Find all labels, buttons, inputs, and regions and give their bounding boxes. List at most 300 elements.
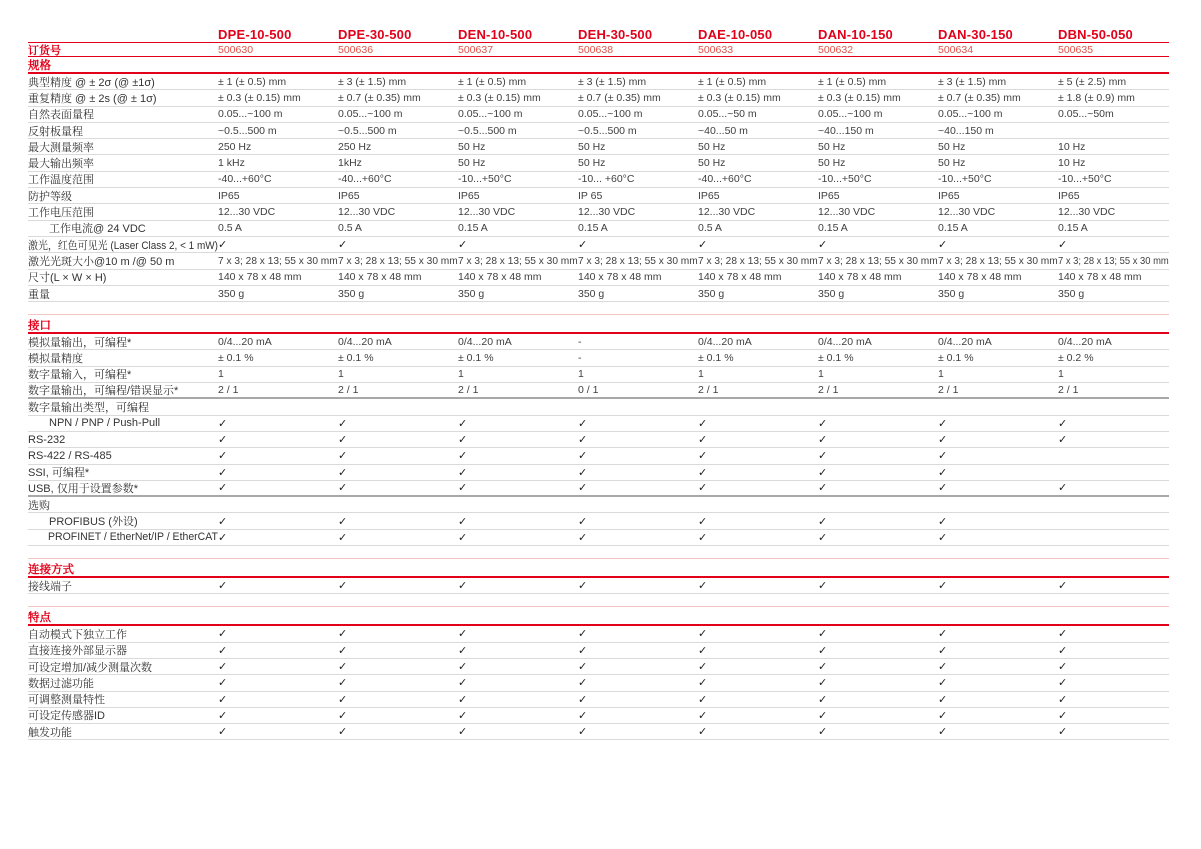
- check-icon: ✓: [458, 661, 468, 674]
- check-icon: ✓: [458, 628, 468, 641]
- spec-cell: [578, 676, 698, 689]
- spec-cell: [818, 466, 938, 479]
- check-icon: ✓: [578, 661, 588, 674]
- section-title-label: 特点: [28, 611, 51, 624]
- spec-cell: 350 g: [938, 287, 965, 300]
- spec-cell: [938, 660, 1058, 673]
- spec-cell: 250 Hz: [218, 140, 252, 153]
- check-icon: ✓: [458, 239, 468, 252]
- spec-cell: [578, 627, 698, 640]
- check-icon: ✓: [698, 693, 708, 706]
- spec-cell: [338, 693, 458, 706]
- check-icon: ✓: [818, 466, 828, 479]
- spec-cell: [458, 644, 578, 657]
- section-gap: [28, 546, 1169, 559]
- spec-cell: [1058, 725, 1169, 738]
- spec-cell: -10...+50°C: [818, 173, 872, 186]
- row-label: 自然表面量程: [28, 109, 94, 122]
- check-icon: ✓: [818, 677, 828, 690]
- spec-cell: 140 x 78 x 48 mm: [218, 271, 302, 284]
- spec-cell: [938, 531, 1058, 544]
- check-icon: ✓: [578, 677, 588, 690]
- spec-cell: ± 0.1 %: [338, 352, 374, 365]
- spec-cell: 0.15 A: [458, 222, 488, 235]
- check-icon: ✓: [218, 709, 228, 722]
- spec-cell: 0/4...20 mA: [338, 335, 392, 348]
- spec-cell: [818, 515, 938, 528]
- check-icon: ✓: [698, 482, 708, 495]
- spec-cell: ± 0.1 %: [938, 352, 974, 365]
- spec-cell: [338, 531, 458, 544]
- spec-cell: [1058, 676, 1169, 689]
- spec-cell: ~0.5...500 m: [338, 124, 397, 137]
- spec-cell: [1058, 238, 1169, 251]
- check-icon: ✓: [338, 580, 348, 593]
- spec-cell: [818, 644, 938, 657]
- spec-cell: [698, 644, 818, 657]
- check-icon: ✓: [818, 726, 828, 739]
- spec-cell: 50 Hz: [458, 157, 486, 170]
- check-icon: ✓: [1058, 628, 1068, 641]
- spec-cell: 350 g: [1058, 287, 1085, 300]
- check-icon: ✓: [818, 515, 828, 528]
- spec-cell: [578, 709, 698, 722]
- spec-cell: 0.05...~100 m: [458, 108, 523, 121]
- spec-cell: [818, 627, 938, 640]
- check-icon: ✓: [698, 677, 708, 690]
- spec-cell: 0.15 A: [1058, 222, 1088, 235]
- spec-cell: [338, 466, 458, 479]
- spec-cell: [818, 417, 938, 430]
- check-icon: ✓: [818, 693, 828, 706]
- spec-cell: [1058, 693, 1169, 706]
- spec-cell: -: [578, 352, 582, 365]
- row-label: 激光，红色可见光 (Laser Class 2, < 1 mW): [28, 239, 218, 252]
- check-icon: ✓: [698, 726, 708, 739]
- spec-cell: 1: [578, 368, 584, 381]
- check-icon: ✓: [818, 531, 828, 544]
- spec-cell: [458, 627, 578, 640]
- check-icon: ✓: [938, 709, 948, 722]
- check-icon: ✓: [458, 466, 468, 479]
- check-icon: ✓: [218, 434, 228, 447]
- spec-cell: 0.05...~100 m: [338, 108, 403, 121]
- check-icon: ✓: [938, 677, 948, 690]
- spec-cell: 12...30 VDC: [458, 206, 516, 219]
- spec-cell: [938, 725, 1058, 738]
- spec-cell: 350 g: [578, 287, 605, 300]
- spec-cell: 1: [698, 368, 704, 381]
- row-label: 模拟量输出，可编程*: [28, 336, 132, 349]
- row-label: 典型精度 @ ± 2σ (@ ±1σ): [28, 76, 155, 89]
- check-icon: ✓: [938, 515, 948, 528]
- section-title-label: 接口: [28, 319, 51, 332]
- spec-cell: ± 0.1 %: [458, 352, 494, 365]
- row-label: NPN / PNP / Push-Pull: [49, 417, 161, 430]
- spec-cell: 2 / 1: [1058, 384, 1079, 397]
- spec-row: [28, 367, 1169, 383]
- spec-cell: ± 0.3 (± 0.15) mm: [458, 91, 541, 104]
- check-icon: ✓: [818, 482, 828, 495]
- check-icon: ✓: [218, 239, 228, 252]
- spec-cell: [338, 238, 458, 251]
- check-icon: ✓: [218, 693, 228, 706]
- row-label: 数据过滤功能: [28, 677, 94, 690]
- spec-cell: 0/4...20 mA: [1058, 335, 1112, 348]
- spec-row: [28, 578, 1169, 594]
- check-icon: ✓: [338, 434, 348, 447]
- check-icon: ✓: [458, 417, 468, 430]
- product-name: DAE-10-050: [698, 26, 773, 42]
- spec-cell: [578, 449, 698, 462]
- spec-cell: 7 x 3; 28 x 13; 55 x 30 mm: [218, 254, 338, 267]
- check-icon: ✓: [698, 628, 708, 641]
- spec-cell: 140 x 78 x 48 mm: [1058, 271, 1142, 284]
- section-title-interface: [28, 317, 1169, 334]
- row-label: PROFINET / EtherNet/IP / EtherCAT: [48, 531, 218, 544]
- spec-cell: 7 x 3; 28 x 13; 55 x 30 mm: [338, 254, 458, 267]
- spec-cell: [458, 466, 578, 479]
- row-label: 反射板量程: [28, 125, 83, 138]
- spec-cell: -10... +60°C: [578, 173, 635, 186]
- row-label: SSI, 可编程*: [28, 467, 90, 480]
- spec-cell: 350 g: [698, 287, 725, 300]
- spec-cell: IP65: [818, 189, 840, 202]
- spec-cell: [458, 579, 578, 592]
- check-icon: ✓: [218, 482, 228, 495]
- check-icon: ✓: [458, 726, 468, 739]
- spec-row: [28, 497, 1169, 513]
- spec-row: [28, 350, 1169, 366]
- spec-cell: [458, 676, 578, 689]
- check-icon: ✓: [578, 693, 588, 706]
- spec-cell: [338, 725, 458, 738]
- spec-cell: 7 x 3; 28 x 13; 55 x 30 mm: [1058, 254, 1169, 267]
- spec-row: [28, 139, 1169, 155]
- spec-row: [28, 659, 1169, 675]
- check-icon: ✓: [938, 239, 948, 252]
- spec-cell: IP65: [1058, 189, 1080, 202]
- spec-cell: 12...30 VDC: [698, 206, 756, 219]
- spec-cell: 1kHz: [338, 157, 362, 170]
- spec-cell: 1: [218, 368, 224, 381]
- spec-cell: 0.5 A: [218, 222, 242, 235]
- row-label: 数字量输入，可编程*: [28, 369, 132, 382]
- order-number: 500632: [818, 43, 854, 56]
- order-number: 500630: [218, 43, 254, 56]
- check-icon: ✓: [218, 450, 228, 463]
- spec-cell: [938, 449, 1058, 462]
- spec-cell: 2 / 1: [218, 384, 239, 397]
- product-header-row: [28, 26, 1169, 43]
- spec-cell: [818, 676, 938, 689]
- spec-cell: 1: [938, 368, 944, 381]
- row-label: 可调整测量特性: [28, 694, 105, 707]
- spec-cell: [938, 627, 1058, 640]
- spec-cell: [218, 238, 338, 251]
- check-icon: ✓: [338, 661, 348, 674]
- check-icon: ✓: [938, 417, 948, 430]
- spec-cell: 2 / 1: [338, 384, 359, 397]
- spec-cell: [818, 433, 938, 446]
- spec-cell: 1: [1058, 368, 1064, 381]
- check-icon: ✓: [698, 531, 708, 544]
- spec-row: [28, 334, 1169, 350]
- spec-cell: ± 1 (± 0.5) mm: [698, 75, 767, 88]
- section-gap: [28, 594, 1169, 607]
- spec-cell: [338, 660, 458, 673]
- spec-cell: [938, 676, 1058, 689]
- spec-cell: [458, 417, 578, 430]
- spec-cell: [818, 238, 938, 251]
- check-icon: ✓: [938, 726, 948, 739]
- spec-row: [28, 448, 1169, 464]
- check-icon: ✓: [338, 726, 348, 739]
- spec-cell: [818, 449, 938, 462]
- check-icon: ✓: [698, 417, 708, 430]
- spec-cell: [338, 644, 458, 657]
- spec-cell: 1 kHz: [218, 157, 245, 170]
- spec-cell: [938, 481, 1058, 494]
- spec-cell: ± 1 (± 0.5) mm: [458, 75, 527, 88]
- spec-cell: IP65: [458, 189, 480, 202]
- spec-cell: 0.15 A: [578, 222, 608, 235]
- spec-row: [28, 708, 1169, 724]
- spec-cell: [698, 579, 818, 592]
- spec-row: [28, 155, 1169, 171]
- spec-cell: [698, 531, 818, 544]
- spec-cell: [938, 417, 1058, 430]
- spec-cell: ± 0.3 (± 0.15) mm: [218, 91, 301, 104]
- check-icon: ✓: [458, 709, 468, 722]
- spec-cell: [1058, 417, 1169, 430]
- spec-cell: [938, 238, 1058, 251]
- spec-cell: [578, 644, 698, 657]
- spec-cell: [938, 579, 1058, 592]
- check-icon: ✓: [578, 450, 588, 463]
- order-number: 500637: [458, 43, 494, 56]
- spec-cell: 50 Hz: [698, 157, 726, 170]
- spec-cell: 140 x 78 x 48 mm: [698, 271, 782, 284]
- spec-cell: 350 g: [338, 287, 365, 300]
- check-icon: ✓: [458, 677, 468, 690]
- check-icon: ✓: [218, 466, 228, 479]
- check-icon: ✓: [1058, 417, 1068, 430]
- spec-cell: [218, 676, 338, 689]
- check-icon: ✓: [698, 661, 708, 674]
- check-icon: ✓: [1058, 709, 1068, 722]
- check-icon: ✓: [218, 644, 228, 657]
- check-icon: ✓: [938, 482, 948, 495]
- spec-cell: 12...30 VDC: [338, 206, 396, 219]
- check-icon: ✓: [938, 693, 948, 706]
- spec-cell: ± 3 (± 1.5) mm: [938, 75, 1007, 88]
- spec-cell: [218, 433, 338, 446]
- spec-cell: [698, 627, 818, 640]
- check-icon: ✓: [818, 417, 828, 430]
- check-icon: ✓: [818, 434, 828, 447]
- spec-cell: 7 x 3; 28 x 13; 55 x 30 mm: [698, 254, 818, 267]
- spec-cell: [218, 660, 338, 673]
- spec-cell: [338, 676, 458, 689]
- spec-row: [28, 172, 1169, 188]
- row-label: 数字量输出类型，可编程: [28, 402, 149, 414]
- spec-cell: -10...+50°C: [938, 173, 992, 186]
- spec-cell: [578, 531, 698, 544]
- row-label: 最大输出频率: [28, 158, 94, 171]
- check-icon: ✓: [338, 644, 348, 657]
- spec-cell: 0.15 A: [938, 222, 968, 235]
- spec-cell: -: [578, 335, 582, 348]
- row-label: 工作温度范围: [28, 174, 94, 187]
- check-icon: ✓: [458, 482, 468, 495]
- spec-cell: [1058, 579, 1169, 592]
- order-number: 500634: [938, 43, 974, 56]
- check-icon: ✓: [578, 709, 588, 722]
- check-icon: ✓: [938, 661, 948, 674]
- spec-cell: [1058, 627, 1169, 640]
- check-icon: ✓: [1058, 239, 1068, 252]
- spec-cell: -40...+60°C: [338, 173, 392, 186]
- spec-cell: ± 0.1 %: [818, 352, 854, 365]
- spec-cell: 12...30 VDC: [578, 206, 636, 219]
- spec-cell: 7 x 3; 28 x 13; 55 x 30 mm: [818, 254, 938, 267]
- spec-cell: 350 g: [458, 287, 485, 300]
- spec-cell: ± 0.3 (± 0.15) mm: [698, 91, 781, 104]
- spec-cell: 0 / 1: [578, 384, 599, 397]
- spec-cell: 1: [458, 368, 464, 381]
- spec-cell: [1058, 481, 1169, 494]
- spec-cell: 0.05...~100 m: [818, 108, 883, 121]
- spec-cell: [698, 449, 818, 462]
- spec-cell: [218, 531, 338, 544]
- spec-cell: [578, 238, 698, 251]
- row-label: PROFIBUS (外设): [49, 516, 138, 529]
- check-icon: ✓: [818, 644, 828, 657]
- row-label: 激光光斑大小@10 m /@ 50 m: [28, 255, 175, 268]
- spec-cell: 350 g: [818, 287, 845, 300]
- spec-cell: IP65: [938, 189, 960, 202]
- check-icon: ✓: [218, 515, 228, 528]
- spec-cell: ± 1 (± 0.5) mm: [818, 75, 887, 88]
- spec-cell: 350 g: [218, 287, 245, 300]
- spec-cell: [938, 693, 1058, 706]
- spec-cell: [698, 693, 818, 706]
- spec-cell: ± 0.3 (± 0.15) mm: [818, 91, 901, 104]
- spec-cell: [698, 417, 818, 430]
- spec-cell: ± 0.1 %: [218, 352, 254, 365]
- spec-row: [28, 237, 1169, 253]
- row-label: 自动模式下独立工作: [28, 628, 127, 641]
- spec-row: [28, 416, 1169, 432]
- spec-cell: ± 3 (± 1.5) mm: [338, 75, 407, 88]
- check-icon: ✓: [458, 644, 468, 657]
- spec-cell: 12...30 VDC: [1058, 206, 1116, 219]
- spec-cell: 0/4...20 mA: [218, 335, 272, 348]
- spec-cell: 0.5 A: [698, 222, 722, 235]
- spec-cell: 0/4...20 mA: [818, 335, 872, 348]
- spec-cell: [338, 417, 458, 430]
- check-icon: ✓: [818, 661, 828, 674]
- spec-cell: [938, 644, 1058, 657]
- spec-cell: 1: [818, 368, 824, 381]
- spec-cell: [218, 417, 338, 430]
- product-name: DPE-30-500: [338, 26, 412, 42]
- spec-cell: [218, 579, 338, 592]
- spec-cell: [458, 660, 578, 673]
- order-number: 500633: [698, 43, 734, 56]
- row-label: RS-422 / RS-485: [28, 449, 112, 462]
- spec-cell: 12...30 VDC: [218, 206, 276, 219]
- spec-cell: ~0.5...500 m: [218, 124, 277, 137]
- spec-cell: ± 0.7 (± 0.35) mm: [578, 91, 661, 104]
- product-name: DAN-10-150: [818, 26, 893, 42]
- spec-cell: [1058, 433, 1169, 446]
- check-icon: ✓: [938, 644, 948, 657]
- spec-cell: IP 65: [578, 189, 603, 202]
- spec-cell: 0/4...20 mA: [458, 335, 512, 348]
- check-icon: ✓: [458, 693, 468, 706]
- row-label: 工作电流@ 24 VDC: [49, 223, 146, 236]
- spec-row: [28, 221, 1169, 237]
- check-icon: ✓: [698, 466, 708, 479]
- spec-row: [28, 692, 1169, 708]
- check-icon: ✓: [218, 531, 228, 544]
- check-icon: ✓: [338, 693, 348, 706]
- check-icon: ✓: [818, 450, 828, 463]
- spec-cell: ~40...50 m: [698, 124, 748, 137]
- spec-cell: IP65: [698, 189, 720, 202]
- check-icon: ✓: [338, 628, 348, 641]
- spec-cell: [818, 481, 938, 494]
- spec-table: [28, 26, 1169, 740]
- spec-cell: [818, 693, 938, 706]
- spec-cell: ~40...150 m: [938, 124, 994, 137]
- spec-cell: ± 0.7 (± 0.35) mm: [938, 91, 1021, 104]
- spec-cell: IP65: [338, 189, 360, 202]
- check-icon: ✓: [458, 515, 468, 528]
- spec-cell: [458, 693, 578, 706]
- spec-cell: 7 x 3; 28 x 13; 55 x 30 mm: [578, 254, 698, 267]
- spec-cell: [338, 515, 458, 528]
- spec-cell: [1058, 660, 1169, 673]
- section-title-features: [28, 609, 1169, 626]
- spec-cell: 12...30 VDC: [818, 206, 876, 219]
- spec-cell: [218, 515, 338, 528]
- spec-cell: [938, 433, 1058, 446]
- spec-cell: -40...+60°C: [698, 173, 752, 186]
- spec-cell: 7 x 3; 28 x 13; 55 x 30 mm: [938, 254, 1058, 267]
- spec-cell: [578, 660, 698, 673]
- check-icon: ✓: [1058, 693, 1068, 706]
- check-icon: ✓: [1058, 661, 1068, 674]
- spec-cell: [338, 449, 458, 462]
- spec-cell: [218, 693, 338, 706]
- spec-cell: [218, 709, 338, 722]
- spec-cell: [218, 644, 338, 657]
- spec-row: [28, 481, 1169, 497]
- check-icon: ✓: [578, 239, 588, 252]
- check-icon: ✓: [1058, 726, 1068, 739]
- row-label: 尺寸(L × W × H): [28, 272, 107, 285]
- spec-row: [28, 253, 1169, 269]
- spec-row: [28, 643, 1169, 659]
- spec-row: [28, 107, 1169, 123]
- spec-cell: 0/4...20 mA: [938, 335, 992, 348]
- product-name: DEN-10-500: [458, 26, 533, 42]
- spec-cell: -10...+50°C: [1058, 173, 1112, 186]
- spec-cell: [698, 481, 818, 494]
